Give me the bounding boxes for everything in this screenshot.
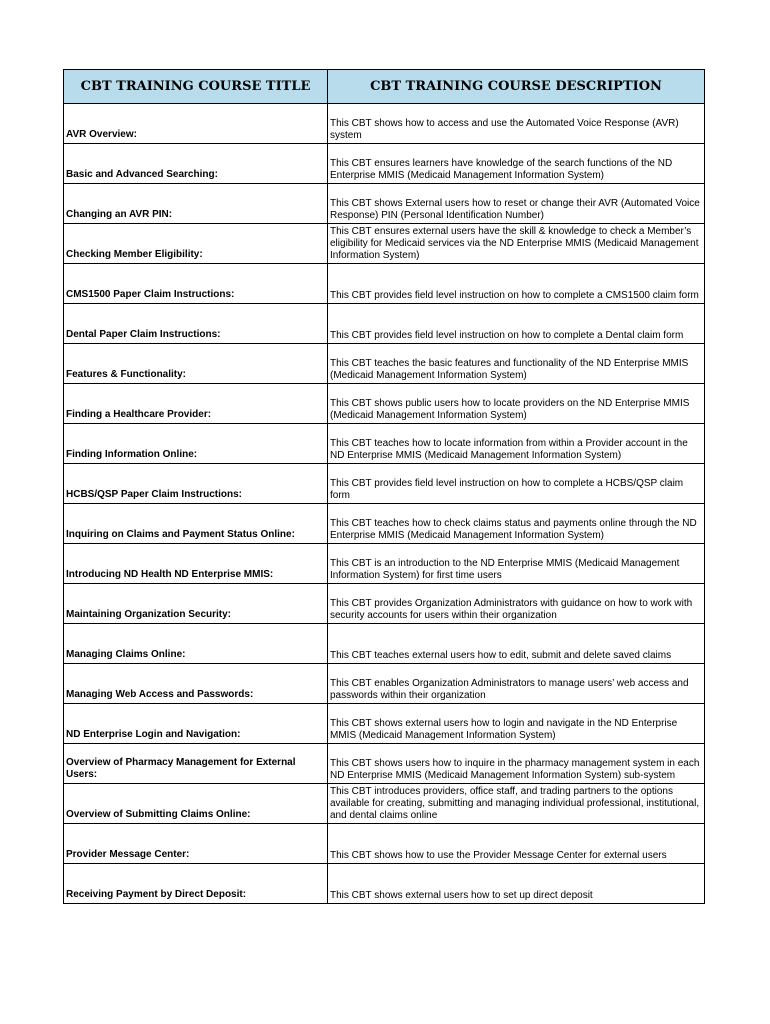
column-header-title: CBT TRAINING COURSE TITLE	[64, 70, 328, 104]
course-title: Managing Web Access and Passwords:	[64, 664, 328, 704]
course-title: Receiving Payment by Direct Deposit:	[64, 864, 328, 904]
course-title: Basic and Advanced Searching:	[64, 144, 328, 184]
course-title: HCBS/QSP Paper Claim Instructions:	[64, 464, 328, 504]
table-row	[64, 344, 705, 384]
table-row	[64, 504, 705, 544]
table-row	[64, 784, 705, 824]
course-description: This CBT shows External users how to reset or change their AVR (Automated Voice Response) PIN (Personal Identification Number)	[328, 184, 705, 224]
course-title: Inquiring on Claims and Payment Status Online:	[64, 504, 328, 544]
course-description: This CBT teaches how to locate information from within a Provider account in the ND Enterprise MMIS (Medicaid Management Information System)	[328, 424, 705, 464]
course-title: Changing an AVR PIN:	[64, 184, 328, 224]
table-row	[64, 304, 705, 344]
table-row	[64, 584, 705, 624]
table-row	[64, 624, 705, 664]
table-row	[64, 264, 705, 304]
course-title: Provider Message Center:	[64, 824, 328, 864]
table-row	[64, 144, 705, 184]
table-row	[64, 864, 705, 904]
course-description: This CBT shows external users how to login and navigate in the ND Enterprise MMIS (Medicaid Management Information System)	[328, 704, 705, 744]
course-description: This CBT teaches how to check claims status and payments online through the ND Enterprise MMIS (Medicaid Management Information System)	[328, 504, 705, 544]
course-title: Overview of Submitting Claims Online:	[64, 784, 328, 824]
table-row	[64, 464, 705, 504]
course-description: This CBT introduces providers, office staff, and trading partners to the options available for creating, submitting and managing individual professional, institutional, and dental claims online	[328, 784, 705, 824]
course-description: This CBT enables Organization Administrators to manage users’ web access and passwords within their organization	[328, 664, 705, 704]
header-row	[64, 70, 705, 104]
table-row	[64, 824, 705, 864]
course-description: This CBT shows users how to inquire in the pharmacy management system in each ND Enterprise MMIS (Medicaid Management Information System) sub-system	[328, 744, 705, 784]
course-description: This CBT provides field level instruction on how to complete a HCBS/QSP claim form	[328, 464, 705, 504]
table-row	[64, 224, 705, 264]
course-description: This CBT provides Organization Administrators with guidance on how to work with security accounts for users within their organization	[328, 584, 705, 624]
course-description: This CBT shows external users how to set up direct deposit	[328, 864, 705, 904]
course-title: Finding Information Online:	[64, 424, 328, 464]
table-row	[64, 384, 705, 424]
course-description: This CBT teaches the basic features and functionality of the ND Enterprise MMIS (Medicaid Management Information System)	[328, 344, 705, 384]
course-title: Checking Member Eligibility:	[64, 224, 328, 264]
course-title: Overview of Pharmacy Management for External Users:	[64, 744, 328, 784]
course-description: This CBT provides field level instruction on how to complete a CMS1500 claim form	[328, 264, 705, 304]
table-row	[64, 104, 705, 144]
course-title: AVR Overview:	[64, 104, 328, 144]
course-table	[63, 69, 705, 904]
column-header-description: CBT TRAINING COURSE DESCRIPTION	[328, 70, 705, 104]
course-title: Managing Claims Online:	[64, 624, 328, 664]
course-description: This CBT shows how to access and use the Automated Voice Response (AVR) system	[328, 104, 705, 144]
course-description: This CBT ensures learners have knowledge of the search functions of the ND Enterprise MMIS (Medicaid Management Information System)	[328, 144, 705, 184]
course-title: Finding a Healthcare Provider:	[64, 384, 328, 424]
course-description: This CBT is an introduction to the ND Enterprise MMIS (Medicaid Management Information System) for first time users	[328, 544, 705, 584]
table-row	[64, 544, 705, 584]
course-description: This CBT ensures external users have the skill & knowledge to check a Member’s eligibility for Medicaid services via the ND Enterprise MMIS (Medicaid Management Information System)	[328, 224, 705, 264]
course-title: Maintaining Organization Security:	[64, 584, 328, 624]
course-description: This CBT shows public users how to locate providers on the ND Enterprise MMIS (Medicaid Management Information System)	[328, 384, 705, 424]
course-title: Dental Paper Claim Instructions:	[64, 304, 328, 344]
course-title: ND Enterprise Login and Navigation:	[64, 704, 328, 744]
table-row	[64, 424, 705, 464]
course-description: This CBT shows how to use the Provider Message Center for external users	[328, 824, 705, 864]
table-row	[64, 744, 705, 784]
course-title: CMS1500 Paper Claim Instructions:	[64, 264, 328, 304]
table-row	[64, 184, 705, 224]
table-row	[64, 704, 705, 744]
course-description: This CBT teaches external users how to edit, submit and delete saved claims	[328, 624, 705, 664]
course-description: This CBT provides field level instruction on how to complete a Dental claim form	[328, 304, 705, 344]
course-title: Introducing ND Health ND Enterprise MMIS:	[64, 544, 328, 584]
course-title: Features & Functionality:	[64, 344, 328, 384]
table-row	[64, 664, 705, 704]
